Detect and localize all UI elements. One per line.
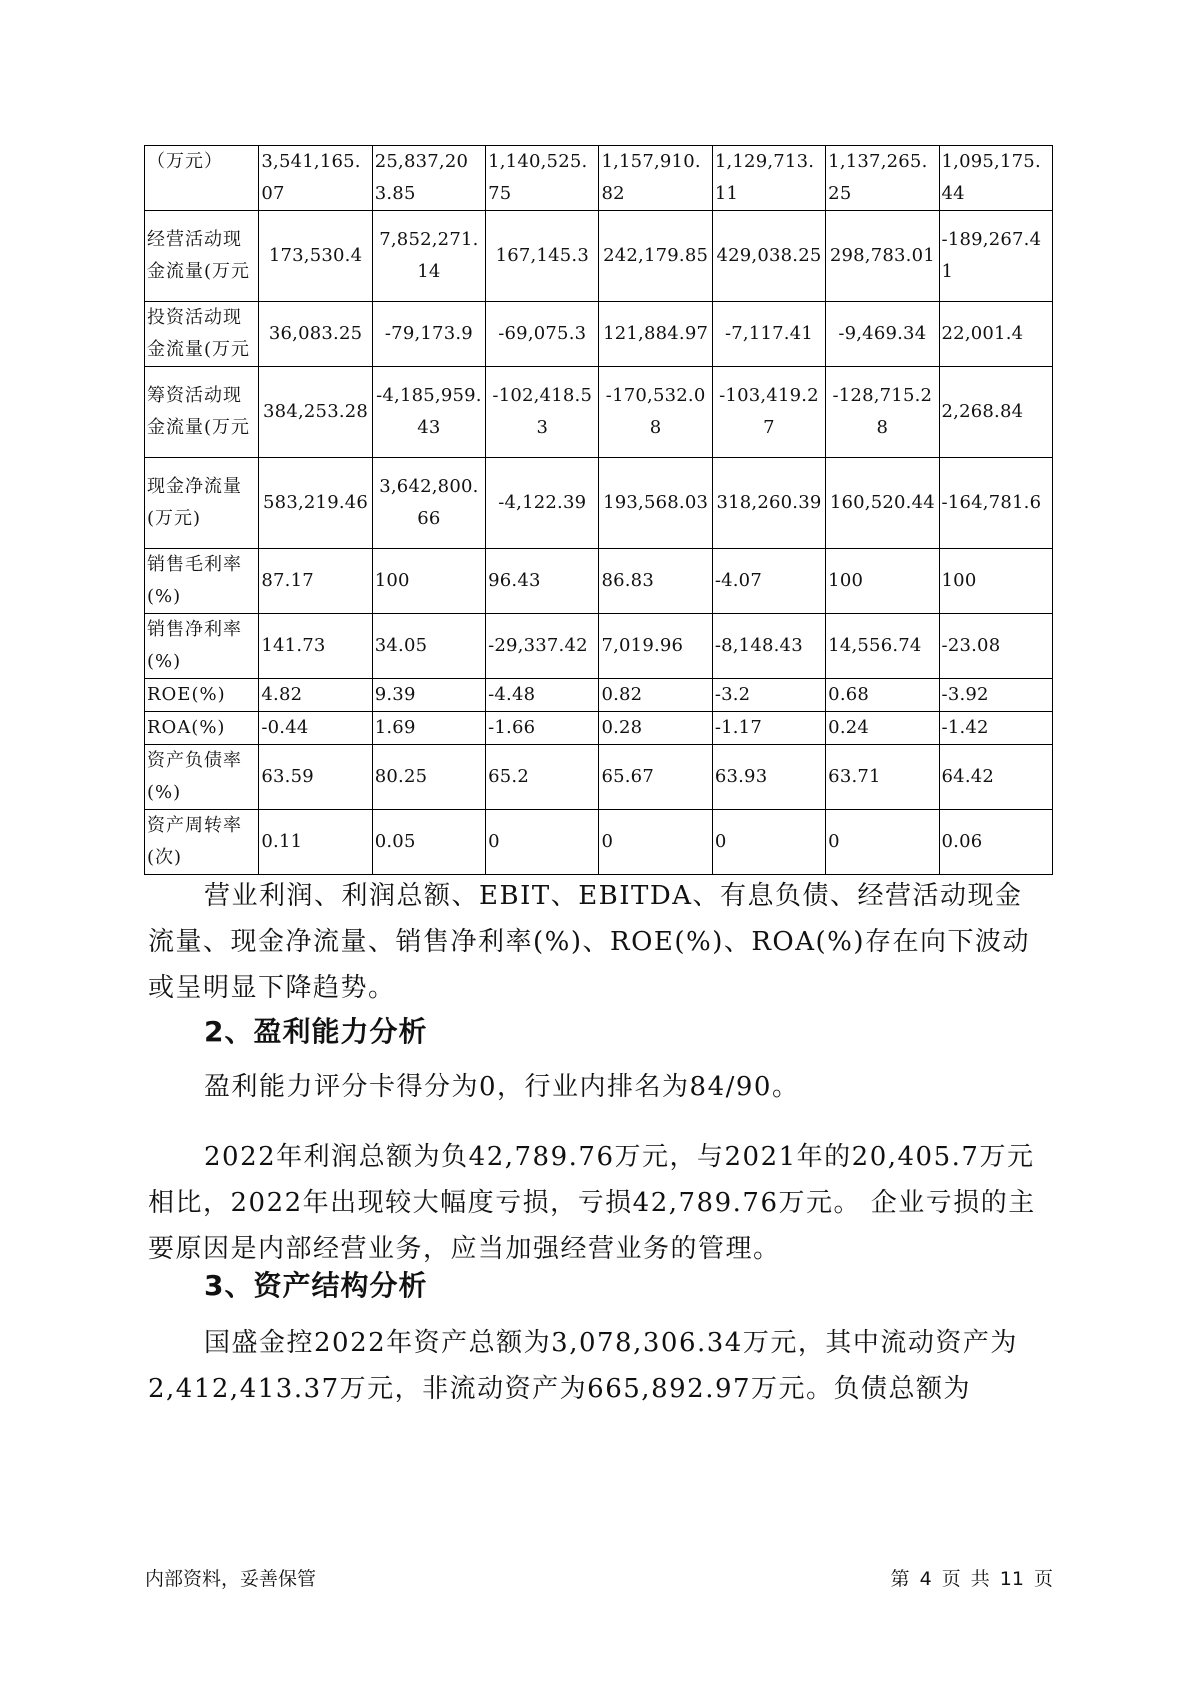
- table-cell: 0.28: [599, 712, 712, 745]
- table-cell: 80.25: [372, 745, 485, 810]
- table-row: [145, 614, 1053, 679]
- table-cell: 36,083.25: [259, 302, 372, 367]
- table-cell: 0.68: [826, 679, 939, 712]
- table-cell: 65.2: [486, 745, 599, 810]
- table-cell: 0.05: [372, 810, 485, 875]
- table-cell: 7,019.96: [599, 614, 712, 679]
- table-cell: -9,469.34: [826, 302, 939, 367]
- table-cell: -79,173.9: [372, 302, 485, 367]
- table-cell: -4,122.39: [486, 458, 599, 549]
- table-cell: -8,148.43: [712, 614, 825, 679]
- table-cell: -0.44: [259, 712, 372, 745]
- table-cell: 0.24: [826, 712, 939, 745]
- table-cell: 0: [486, 810, 599, 875]
- table-cell: 160,520.44: [826, 458, 939, 549]
- table-cell: 34.05: [372, 614, 485, 679]
- table-cell: 1,157,910.82: [599, 146, 712, 211]
- table-cell: -128,715.28: [826, 367, 939, 458]
- table-cell: 63.93: [712, 745, 825, 810]
- table-cell: 121,884.97: [599, 302, 712, 367]
- footer-confidential-note: 内部资料，妥善保管: [145, 1568, 317, 1590]
- table-row: [145, 211, 1053, 302]
- table-cell: 96.43: [486, 549, 599, 614]
- table-cell: 0: [712, 810, 825, 875]
- table-cell: 1,137,265.25: [826, 146, 939, 211]
- table-cell: -1.66: [486, 712, 599, 745]
- table-row: [145, 745, 1053, 810]
- table-cell: 429,038.25: [712, 211, 825, 302]
- table-cell: 1,129,713.11: [712, 146, 825, 211]
- table-cell: 65.67: [599, 745, 712, 810]
- table-cell: -164,781.6: [939, 458, 1052, 549]
- row-label: 销售净利率(%): [145, 614, 259, 679]
- table-cell: -189,267.41: [939, 211, 1052, 302]
- table-row: [145, 712, 1053, 745]
- footer-page-number: 第 4 页 共 11 页: [890, 1568, 1053, 1590]
- table-cell: -102,418.53: [486, 367, 599, 458]
- table-cell: 14,556.74: [826, 614, 939, 679]
- table-cell: 3,541,165.07: [259, 146, 372, 211]
- table-cell: 63.71: [826, 745, 939, 810]
- table-cell: 583,219.46: [259, 458, 372, 549]
- table-cell: -170,532.08: [599, 367, 712, 458]
- table-cell: -69,075.3: [486, 302, 599, 367]
- table-cell: 100: [826, 549, 939, 614]
- profitability-detail-paragraph: 2022年利润总额为负42,789.76万元，与2021年的20,405.7万元相比，2022年出现较大幅度亏损，亏损42,789.76万元。 企业亏损的主要原因是内部经营业务，应当加强经营业务的管理。: [148, 1142, 1036, 1264]
- row-label: ROE(%): [145, 679, 259, 712]
- table-cell: 7,852,271.14: [372, 211, 485, 302]
- table-cell: 0.82: [599, 679, 712, 712]
- table-cell: -4,185,959.43: [372, 367, 485, 458]
- table-row: [145, 302, 1053, 367]
- table-cell: -29,337.42: [486, 614, 599, 679]
- table-cell: 318,260.39: [712, 458, 825, 549]
- section-heading-asset-structure: 3、资产结构分析: [204, 1269, 428, 1302]
- table-cell: -3.2: [712, 679, 825, 712]
- row-label: 投资活动现金流量(万元: [145, 302, 259, 367]
- table-cell: 87.17: [259, 549, 372, 614]
- table-row: [145, 367, 1053, 458]
- table-cell: -23.08: [939, 614, 1052, 679]
- table-row: [145, 810, 1053, 875]
- row-label: 销售毛利率(%): [145, 549, 259, 614]
- table-cell: 167,145.3: [486, 211, 599, 302]
- table-cell: 1,140,525.75: [486, 146, 599, 211]
- table-cell: 63.59: [259, 745, 372, 810]
- table-cell: -4.48: [486, 679, 599, 712]
- table-cell: 9.39: [372, 679, 485, 712]
- row-label: 筹资活动现金流量(万元: [145, 367, 259, 458]
- table-cell: 22,001.4: [939, 302, 1052, 367]
- asset-structure-paragraph: 国盛金控2022年资产总额为3,078,306.34万元，其中流动资产为2,412,413.37万元，非流动资产为665,892.97万元。负债总额为: [148, 1328, 1018, 1404]
- table-cell: 384,253.28: [259, 367, 372, 458]
- financial-indicator-table: [144, 145, 1053, 875]
- table-cell: 242,179.85: [599, 211, 712, 302]
- table-cell: 4.82: [259, 679, 372, 712]
- table-cell: 193,568.03: [599, 458, 712, 549]
- table-cell: 1.69: [372, 712, 485, 745]
- table-cell: 1,095,175.44: [939, 146, 1052, 211]
- table-cell: 100: [372, 549, 485, 614]
- table-cell: 141.73: [259, 614, 372, 679]
- table-cell: 0: [599, 810, 712, 875]
- table-cell: -4.07: [712, 549, 825, 614]
- table-cell: 2,268.84: [939, 367, 1052, 458]
- table-cell: 0.06: [939, 810, 1052, 875]
- table-cell: 298,783.01: [826, 211, 939, 302]
- table-row: [145, 146, 1053, 211]
- table-cell: 86.83: [599, 549, 712, 614]
- trend-paragraph: 营业利润、利润总额、EBIT、EBITDA、有息负债、经营活动现金流量、现金净流量、销售净利率(%)、ROE(%)、ROA(%)存在向下波动或呈明显下降趋势。: [148, 881, 1031, 1003]
- section-heading-profitability: 2、盈利能力分析: [204, 1015, 428, 1048]
- table-row: [145, 549, 1053, 614]
- table-cell: 0: [826, 810, 939, 875]
- financial-table-body: [145, 146, 1053, 875]
- table-row: [145, 458, 1053, 549]
- table-cell: -3.92: [939, 679, 1052, 712]
- row-label: （万元）: [145, 146, 259, 211]
- table-cell: -1.42: [939, 712, 1052, 745]
- table-cell: 64.42: [939, 745, 1052, 810]
- table-cell: -7,117.41: [712, 302, 825, 367]
- table-cell: -1.17: [712, 712, 825, 745]
- row-label: 资产周转率(次): [145, 810, 259, 875]
- table-cell: 25,837,203.85: [372, 146, 485, 211]
- row-label: 经营活动现金流量(万元: [145, 211, 259, 302]
- table-cell: 3,642,800.66: [372, 458, 485, 549]
- table-cell: 0.11: [259, 810, 372, 875]
- table-row: [145, 679, 1053, 712]
- row-label: 现金净流量(万元): [145, 458, 259, 549]
- table-cell: 100: [939, 549, 1052, 614]
- table-cell: 173,530.4: [259, 211, 372, 302]
- table-cell: -103,419.27: [712, 367, 825, 458]
- row-label: 资产负债率(%): [145, 745, 259, 810]
- profitability-score-paragraph: 盈利能力评分卡得分为0，行业内排名为84/90。: [204, 1072, 800, 1102]
- row-label: ROA(%): [145, 712, 259, 745]
